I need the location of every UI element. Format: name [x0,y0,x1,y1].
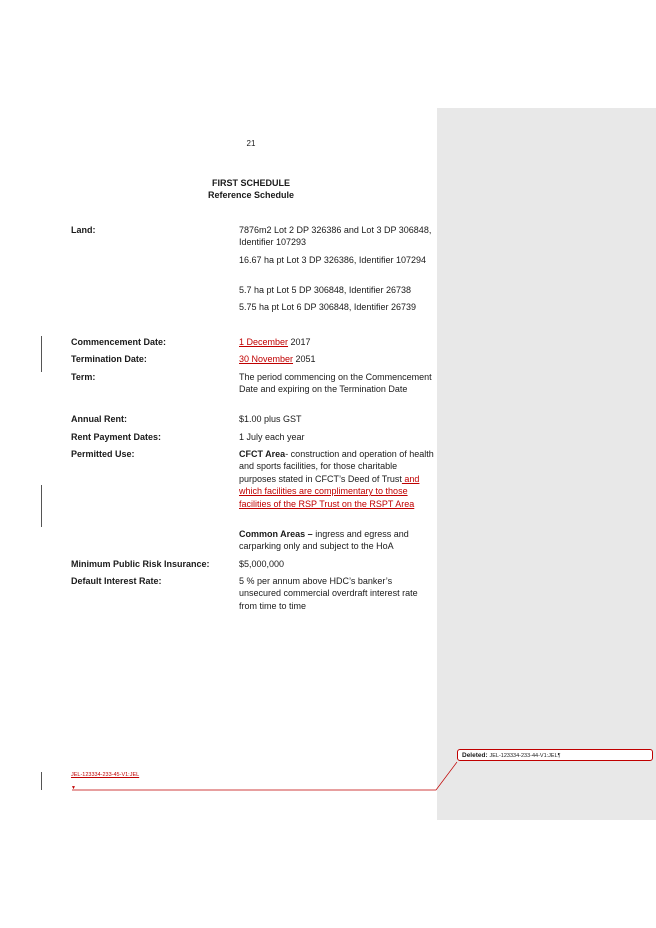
rent-payment-value: 1 July each year [239,432,305,442]
interest-value: 5 % per annum above HDC’s banker’s unsecured commercial overdraft interest rate from time to time [239,576,418,611]
insurance-value: $5,000,000 [239,559,285,569]
permitted-use-label: Permitted Use: [71,449,135,459]
inserted-text: and which facilities are complimentary to those facilities of the RSP Trust on the RSPT Area [239,473,420,509]
footer-document-id: JEL-123334-233-45-V1:JEL [71,772,140,778]
land-entry-1: 7876m2 Lot 2 DP 326386 and Lot 3 DP 306848, Identifier 107293 [239,225,432,248]
deleted-text: JEL-123334-233-44-V1:JEL¶ [489,753,561,759]
schedule-title: FIRST SCHEDULE [211,178,290,188]
cfct-area-text: - construction and operation of health and sports facilities, for those charitable purposes stated in CFCT’s Deed of Trust [239,449,434,484]
inserted-text: 1 December [239,337,289,347]
page-number: 21 [246,139,256,148]
land-label: Land: [71,225,96,235]
annual-rent-value: $1.00 plus GST [239,414,302,424]
commencement-year: 2017 [288,337,311,347]
land-entry-4: 5.75 ha pt Lot 6 DP 306848, Identifier 26739 [239,302,416,312]
term-label: Term: [71,372,96,382]
commencement-label: Commencement Date: [71,337,167,347]
cfct-area-heading: CFCT Area [239,449,286,459]
inserted-text: 30 November [239,354,294,364]
term-value: The period commencing on the Commencement Date and expiring on the Termination Date [239,372,432,395]
deleted-label: Deleted: [462,752,488,759]
termination-label: Termination Date: [71,354,147,364]
schedule-subtitle: Reference Schedule [207,190,295,200]
interest-label: Default Interest Rate: [71,576,162,586]
land-entry-3: 5.7 ha pt Lot 5 DP 306848, Identifier 26738 [239,285,411,295]
rent-payment-label: Rent Payment Dates: [71,432,162,442]
insurance-label: Minimum Public Risk Insurance: [71,559,210,569]
termination-year: 2051 [293,354,316,364]
annual-rent-label: Annual Rent: [71,414,127,424]
common-areas-heading: Common Areas – [239,529,313,539]
footer-deletion-marker: ▼ [71,785,76,791]
land-entry-2: 16.67 ha pt Lot 3 DP 326386, Identifier 107294 [239,255,426,265]
common-areas-text: ingress and egress and carparking only and subject to the HoA [239,529,409,552]
deleted-comment-balloon[interactable] [457,749,653,761]
